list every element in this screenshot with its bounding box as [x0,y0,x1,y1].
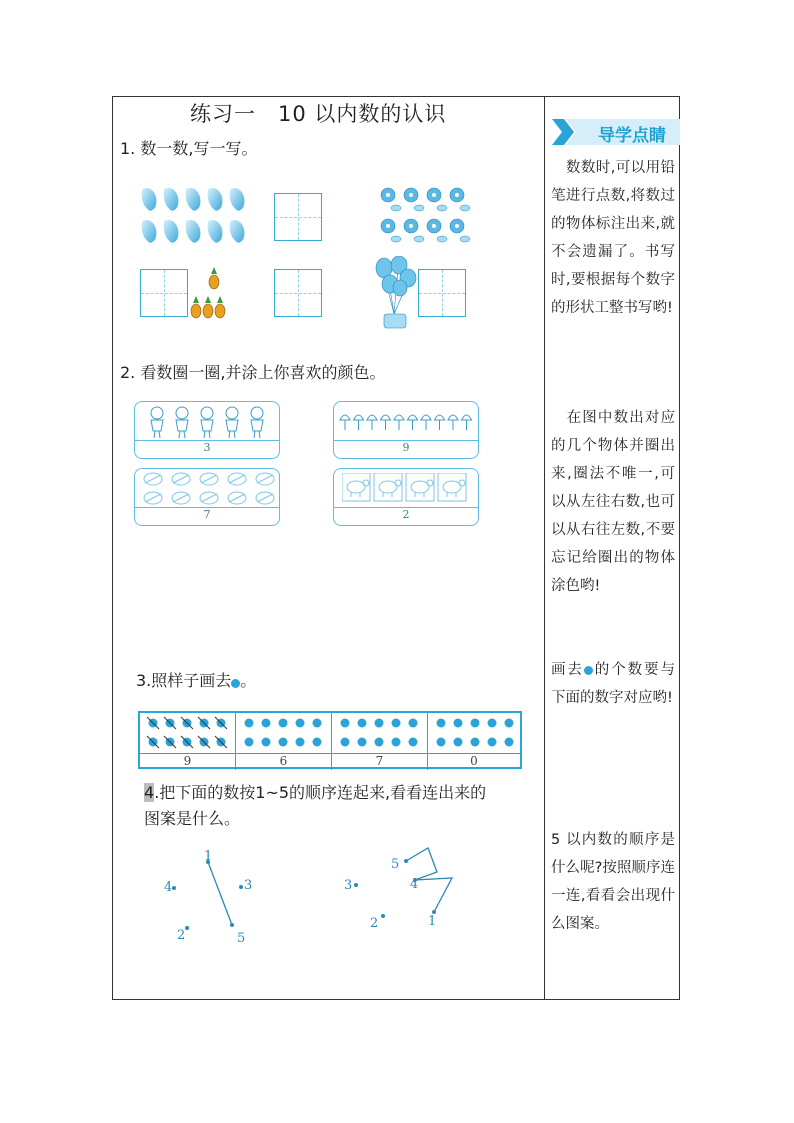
answer-box-balloons[interactable] [274,269,322,317]
puzzle-right-label-2: 2 [370,916,379,931]
dot-table-number: 7 [332,754,428,770]
dots-icon [428,713,520,753]
question-3-suffix: 。 [240,671,257,690]
dots-icon [236,713,332,753]
dots-icon [332,713,428,753]
sidebar-header: 导学点睛 [598,126,666,146]
answer-box-pineapples[interactable] [140,269,188,317]
question-3-text: 3.照样子画去 [136,671,232,690]
dot-cell[interactable] [236,713,332,753]
dot-table-number: 9 [140,754,236,770]
puzzle-left-label-3: 3 [244,878,253,893]
column-divider [544,96,545,1000]
sheep-icon [342,473,472,505]
circle-card-number: 9 [402,441,410,454]
circle-card-children[interactable] [134,401,280,459]
feather-group-icon [138,185,250,247]
question-4 [144,780,542,832]
dot-table [138,711,522,769]
circle-card-number: 7 [203,508,211,521]
dot-puzzle-right[interactable] [340,840,470,940]
question-4-text-line2: 图案是什么。 [144,809,241,828]
question-3 [136,668,256,691]
puzzle-right-label-3: 3 [344,878,353,893]
question-1: 1. 数一数,写一写。 [120,139,258,158]
dot-cell[interactable] [428,713,520,753]
puzzle-left-label-2: 2 [177,928,186,943]
sidebar-tip-3 [551,656,675,712]
question-4-number: 4 [144,783,155,802]
circle-card-sheep[interactable] [333,468,479,526]
circle-card-leaves[interactable] [134,468,280,526]
dot-table-number: 6 [236,754,332,770]
page-title: 练习一 10 以内数的认识 [190,102,447,126]
dot-table-number-row [140,753,520,770]
balloon-group-icon [372,256,418,332]
sidebar-tip-1: 数数时,可以用铅笔进行点数,将数过的物体标注出来,就不会遗漏了。书写时,要根据每个数字的形状工整书写哟! [551,160,675,316]
child-icon [145,405,271,439]
circle-card-number: 3 [203,441,211,454]
question-4-text-line1: .把下面的数按1~5的顺序连起来,看看连出来的 [154,783,487,802]
blue-dot-icon [231,679,240,688]
puzzle-right-label-1: 1 [428,914,437,929]
sidebar-tip-2: 在图中数出对应的几个物体并圈出来,圈法不唯一,可以从左往右数,也可以从右往左数,不要忘记给圈出的物体涂色哟! [551,410,675,594]
sidebar-tip-4: 5 以内数的顺序是什么呢?按照顺序连一连,看看会出现什么图案。 [551,832,675,932]
dot-table-number: 0 [470,754,478,768]
puzzle-left-label-4: 4 [164,880,173,895]
pineapple-group-icon [188,266,230,322]
sidebar-tip-3-prefix: 画去 [551,662,584,678]
puzzle-right-label-5: 5 [391,857,400,872]
crossed-dots-icon [140,713,236,753]
circle-card-mushrooms[interactable] [333,401,479,459]
circle-card-number: 2 [402,508,410,521]
puzzle-left-label-5: 5 [237,931,246,946]
flower-group-icon [378,186,478,248]
sidebar-tip-3-suffix: 的个数要与下面的数字对应哟! [551,662,676,706]
question-2: 2. 看数圈一圈,并涂上你喜欢的颜色。 [120,363,386,382]
mushroom-icon [338,410,476,434]
puzzle-right-label-4: 4 [410,877,419,892]
dot-cell[interactable] [140,713,236,753]
blue-dot-icon [584,666,593,675]
answer-box-flowers[interactable] [418,269,466,317]
answer-box-feathers[interactable] [274,193,322,241]
leaf-icon [141,471,275,507]
dot-cell[interactable] [332,713,428,753]
puzzle-left-label-1: 1 [204,849,213,864]
